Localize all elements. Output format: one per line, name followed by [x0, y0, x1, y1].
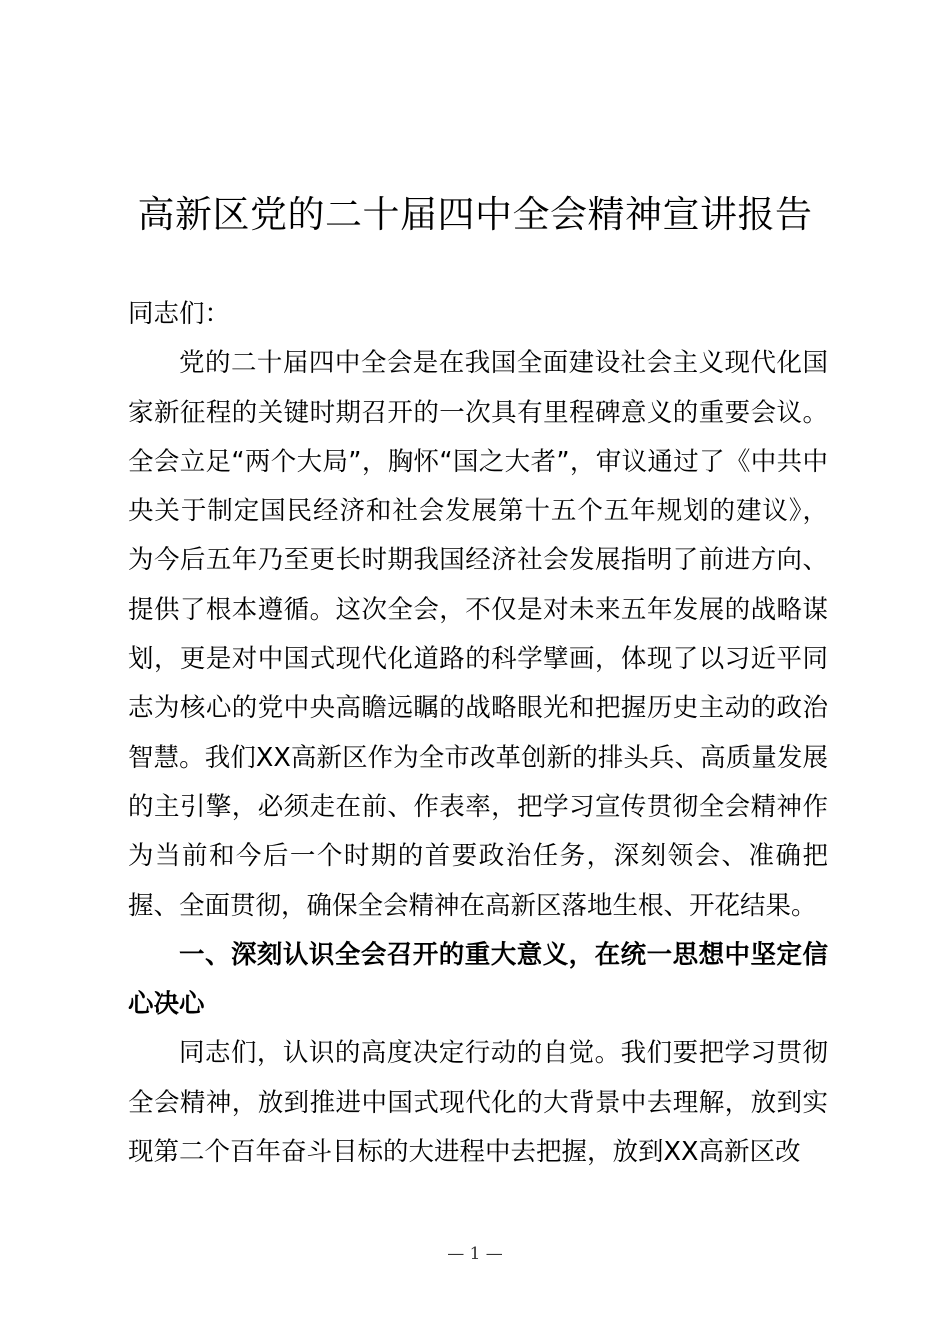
section-paragraph: 同志们，认识的高度决定行动的自觉。我们要把学习贯彻全会精神，放到推进中国式现代化的大背景中去理解，放到实现第二个百年奋斗目标的大进程中去把握，放到XX高新区改: [128, 1038, 828, 1168]
document-title: 高新区党的二十届四中全会精神宣讲报告: [137, 193, 813, 236]
salutation: 同志们：: [128, 299, 231, 329]
page-number: — 1 —: [447, 1244, 503, 1264]
section-heading: 一、深刻认识全会召开的重大意义，在统一思想中坚定信心决心: [128, 939, 828, 1020]
intro-paragraph: 党的二十届四中全会是在我国全面建设社会主义现代化国家新征程的关键时期召开的一次具有里程碑意义的重要会议。全会立足“两个大局”，胸怀“国之大者”，审议通过了《中共中央关于制定国民经济和社会发展第十五个五年规划的建议》，为今后五年乃至更长时期我国经济社会发展指明了前进方向、提供了根本遵循。这次全会，不仅是对未来五年发展的战略谋划，更是对中国式现代化道路的科学擘画，体现了以习近平同志为核心的党中央高瞻远瞩的战略眼光和把握历史主动的政治智慧。我们XX高新区作为全市改革创新的排头兵、高质量发展的主引擎，必须走在前、作表率，把学习宣传贯彻全会精神作为当前和今后一个时期的首要政治任务，深刻领会、准确把握、全面贯彻，确保全会精神在高新区落地生根、开花结果。: [128, 348, 828, 921]
document-body: [128, 290, 828, 1177]
